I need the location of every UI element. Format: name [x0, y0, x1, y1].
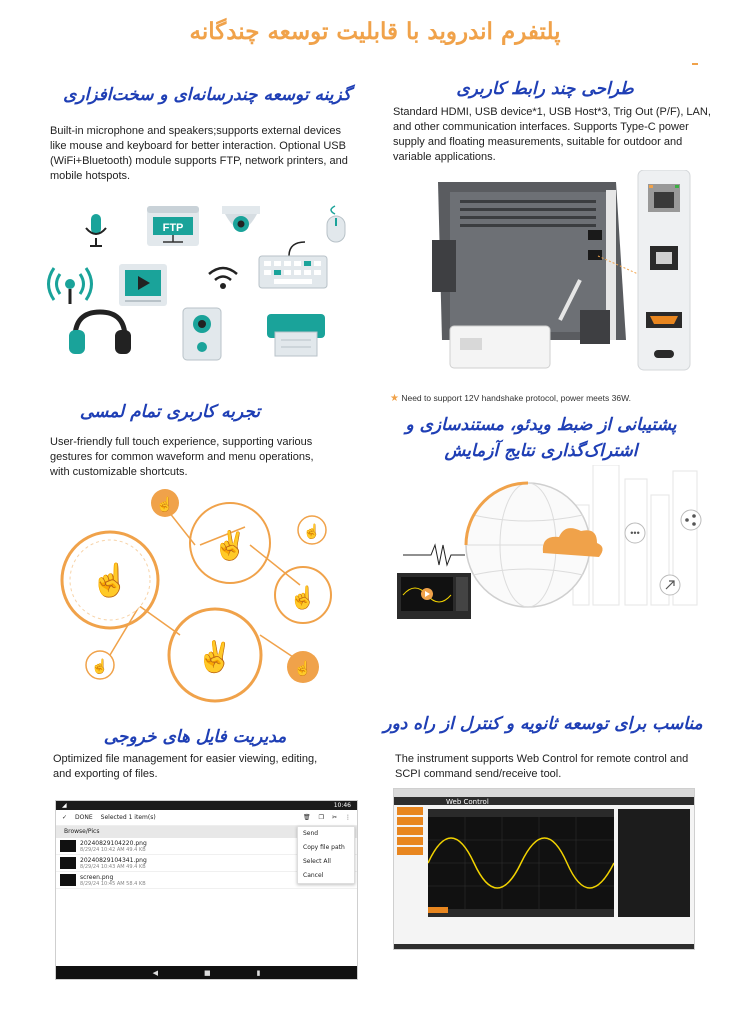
- star-icon: ★: [390, 393, 399, 404]
- web-control-button[interactable]: [397, 847, 423, 855]
- video-section-title-line1: پشتیبانی از ضبط ویدئو، مستندسازی و: [405, 415, 677, 435]
- copy-icon[interactable]: ❐: [318, 814, 324, 821]
- interfaces-section-title: طراحی چند رابط کاربری: [456, 79, 634, 99]
- multimedia-line: like mouse and keyboard for better interaction. Optional USB: [50, 140, 346, 152]
- file-thumbnail: [60, 857, 76, 869]
- web-control-button[interactable]: [397, 837, 423, 845]
- web-control-banner: [394, 797, 694, 805]
- touch-line: gestures for common waveform and menu operations,: [50, 451, 314, 463]
- touch-description: [50, 435, 370, 480]
- mouse-icon: [327, 206, 345, 242]
- video-section-title-line2: اشتراک‌گذاری نتایج آزمایش: [444, 441, 638, 461]
- interfaces-description: [393, 105, 723, 165]
- remote-description: [395, 752, 725, 782]
- svg-text:✌: ✌: [196, 641, 234, 674]
- file-meta: 8/29/24 10:42 AM 49.4 KB: [80, 846, 146, 853]
- web-control-button[interactable]: [397, 807, 423, 815]
- interfaces-line: Standard HDMI, USB device*1, USB Host*3, Trig Out (P/F), LAN,: [393, 106, 711, 118]
- ftp-icon: [147, 206, 199, 246]
- interfaces-line: and other communication interfaces. Supports Type-C power: [393, 121, 689, 133]
- file-manager-screenshot: [55, 800, 358, 980]
- file-meta: 8/29/24 10:43 AM 49.4 KB: [80, 863, 146, 870]
- oscilloscope-rear-body: [432, 182, 626, 344]
- file-name: 20240829104341.png: [80, 856, 147, 864]
- multimedia-line: mobile hotspots.: [50, 170, 131, 182]
- touch-line: with customizable shortcuts.: [50, 466, 188, 478]
- pinch-gesture-circle: [169, 609, 261, 701]
- remote-line: The instrument supports Web Control for remote control and: [395, 753, 689, 765]
- remote-action-button[interactable]: [428, 907, 448, 913]
- svg-text:☝: ☝: [156, 496, 174, 512]
- remote-section-title: مناسب برای توسعه ثانویه و کنترل از راه دور: [383, 714, 703, 734]
- lan-port-icon: [648, 184, 680, 212]
- delete-icon[interactable]: 🗑: [302, 814, 311, 821]
- video-icon: [119, 264, 167, 306]
- web-control-button[interactable]: [397, 827, 423, 835]
- menu-item-select-all[interactable]: Select All: [303, 858, 331, 865]
- file-thumbnail: [60, 840, 76, 852]
- file-toolbar: [56, 810, 357, 826]
- touch-section-title: تجربه کاربری تمام لمسی: [79, 402, 261, 422]
- svg-text:☝: ☝: [91, 658, 109, 674]
- file-name: 20240829104220.png: [80, 839, 147, 847]
- done-button[interactable]: DONE: [75, 814, 93, 821]
- files-line: Optimized file management for easier viewing, editing,: [53, 753, 318, 765]
- keyboard-icon: [259, 242, 327, 288]
- multimedia-line: Built-in microphone and speakers;supports external devices: [50, 125, 342, 137]
- swipe-gesture-circle: [62, 532, 158, 628]
- more-icon: [625, 523, 645, 543]
- menu-item-copy-path[interactable]: Copy file path: [303, 844, 345, 851]
- web-control-footer: [394, 944, 694, 949]
- tap-gesture-circle: [275, 567, 331, 623]
- files-section-title: مدیریت فایل های خروجی: [103, 727, 287, 747]
- usb-b-port-icon: [650, 246, 678, 270]
- status-time: 10:46: [333, 802, 351, 809]
- port-panel: [638, 170, 690, 370]
- multimedia-description: [50, 124, 380, 184]
- menu-item-cancel[interactable]: Cancel: [303, 872, 324, 879]
- power-note-text: Need to support 12V handshake protocol, power meets 36W.: [401, 393, 631, 403]
- oscilloscope-front-mini: [397, 573, 471, 619]
- remote-line: SCPI command send/receive tool.: [395, 768, 562, 780]
- gesture-diagram: [50, 485, 350, 720]
- printer-icon: [267, 314, 325, 356]
- web-control-button[interactable]: [397, 817, 423, 825]
- video-sharing-illustration: [393, 465, 703, 625]
- headphones-icon: [69, 312, 131, 354]
- multimedia-icons: [45, 200, 365, 370]
- cut-icon[interactable]: ✂: [331, 814, 337, 821]
- instrument-rear-view: [420, 170, 700, 390]
- camera-icon: [222, 206, 260, 232]
- svg-text:✌: ✌: [212, 530, 248, 561]
- remote-side-panel: [618, 809, 690, 917]
- interfaces-line: supply and floating measurements, suitable for outdoor and: [393, 136, 683, 148]
- page-title: پلتفرم اندروید با قابلیت توسعه چندگانه: [189, 18, 561, 45]
- wifi-icon: [209, 268, 237, 289]
- file-thumbnail: [60, 874, 76, 886]
- browser-tab-bar: [394, 789, 694, 797]
- type-c-port-icon: [654, 350, 674, 358]
- speaker-icon: [183, 308, 221, 360]
- file-name: screen.png: [80, 873, 114, 881]
- recents-icon[interactable]: ▮: [256, 968, 261, 977]
- export-icon: [660, 575, 680, 595]
- remote-scope-display: [428, 809, 614, 917]
- corner-dash: [692, 63, 698, 65]
- selection-count: Selected 1 item(s): [100, 814, 156, 821]
- android-status-bar: [56, 801, 357, 810]
- multimedia-section-title: گزینه توسعه چندرسانه‌ای و سخت‌افزاری: [63, 85, 351, 105]
- multimedia-line: (WiFi+Bluetooth) module supports FTP, network printers, and: [50, 155, 348, 167]
- svg-text:☝: ☝: [294, 660, 312, 676]
- web-control-title: Web Control: [446, 798, 489, 806]
- svg-text:•••: •••: [630, 528, 640, 538]
- files-line: and exporting of files.: [53, 768, 158, 780]
- check-icon[interactable]: ✓: [62, 814, 68, 821]
- hotspot-icon: [49, 268, 92, 304]
- android-nav-bar: [56, 966, 357, 979]
- power-note: [390, 393, 690, 404]
- context-menu: [297, 826, 355, 884]
- svg-text:☝: ☝: [289, 585, 317, 610]
- home-icon[interactable]: ■: [203, 968, 211, 977]
- hdmi-port-icon: [646, 312, 682, 328]
- more-vert-icon[interactable]: ⋮: [345, 814, 351, 821]
- share-icon: [681, 510, 701, 530]
- interfaces-line: variable applications.: [393, 151, 496, 163]
- signal-icon: ◢: [62, 802, 67, 809]
- microphone-icon: [86, 214, 106, 246]
- file-meta: 8/29/24 10:45 AM 58.4 KB: [80, 880, 146, 887]
- svg-text:☝: ☝: [90, 562, 130, 598]
- svg-text:☝: ☝: [303, 523, 321, 539]
- back-icon[interactable]: ◀: [152, 968, 158, 977]
- ftp-label: FTP: [162, 222, 184, 234]
- breadcrumb[interactable]: Browse/Pics: [56, 826, 357, 838]
- touch-line: User-friendly full touch experience, supporting various: [50, 436, 313, 448]
- web-control-screenshot: [393, 788, 695, 950]
- web-control-sidebar: [397, 807, 423, 857]
- two-finger-gesture-circle: [190, 503, 270, 583]
- menu-item-send[interactable]: Send: [303, 830, 319, 837]
- files-description: [53, 752, 373, 782]
